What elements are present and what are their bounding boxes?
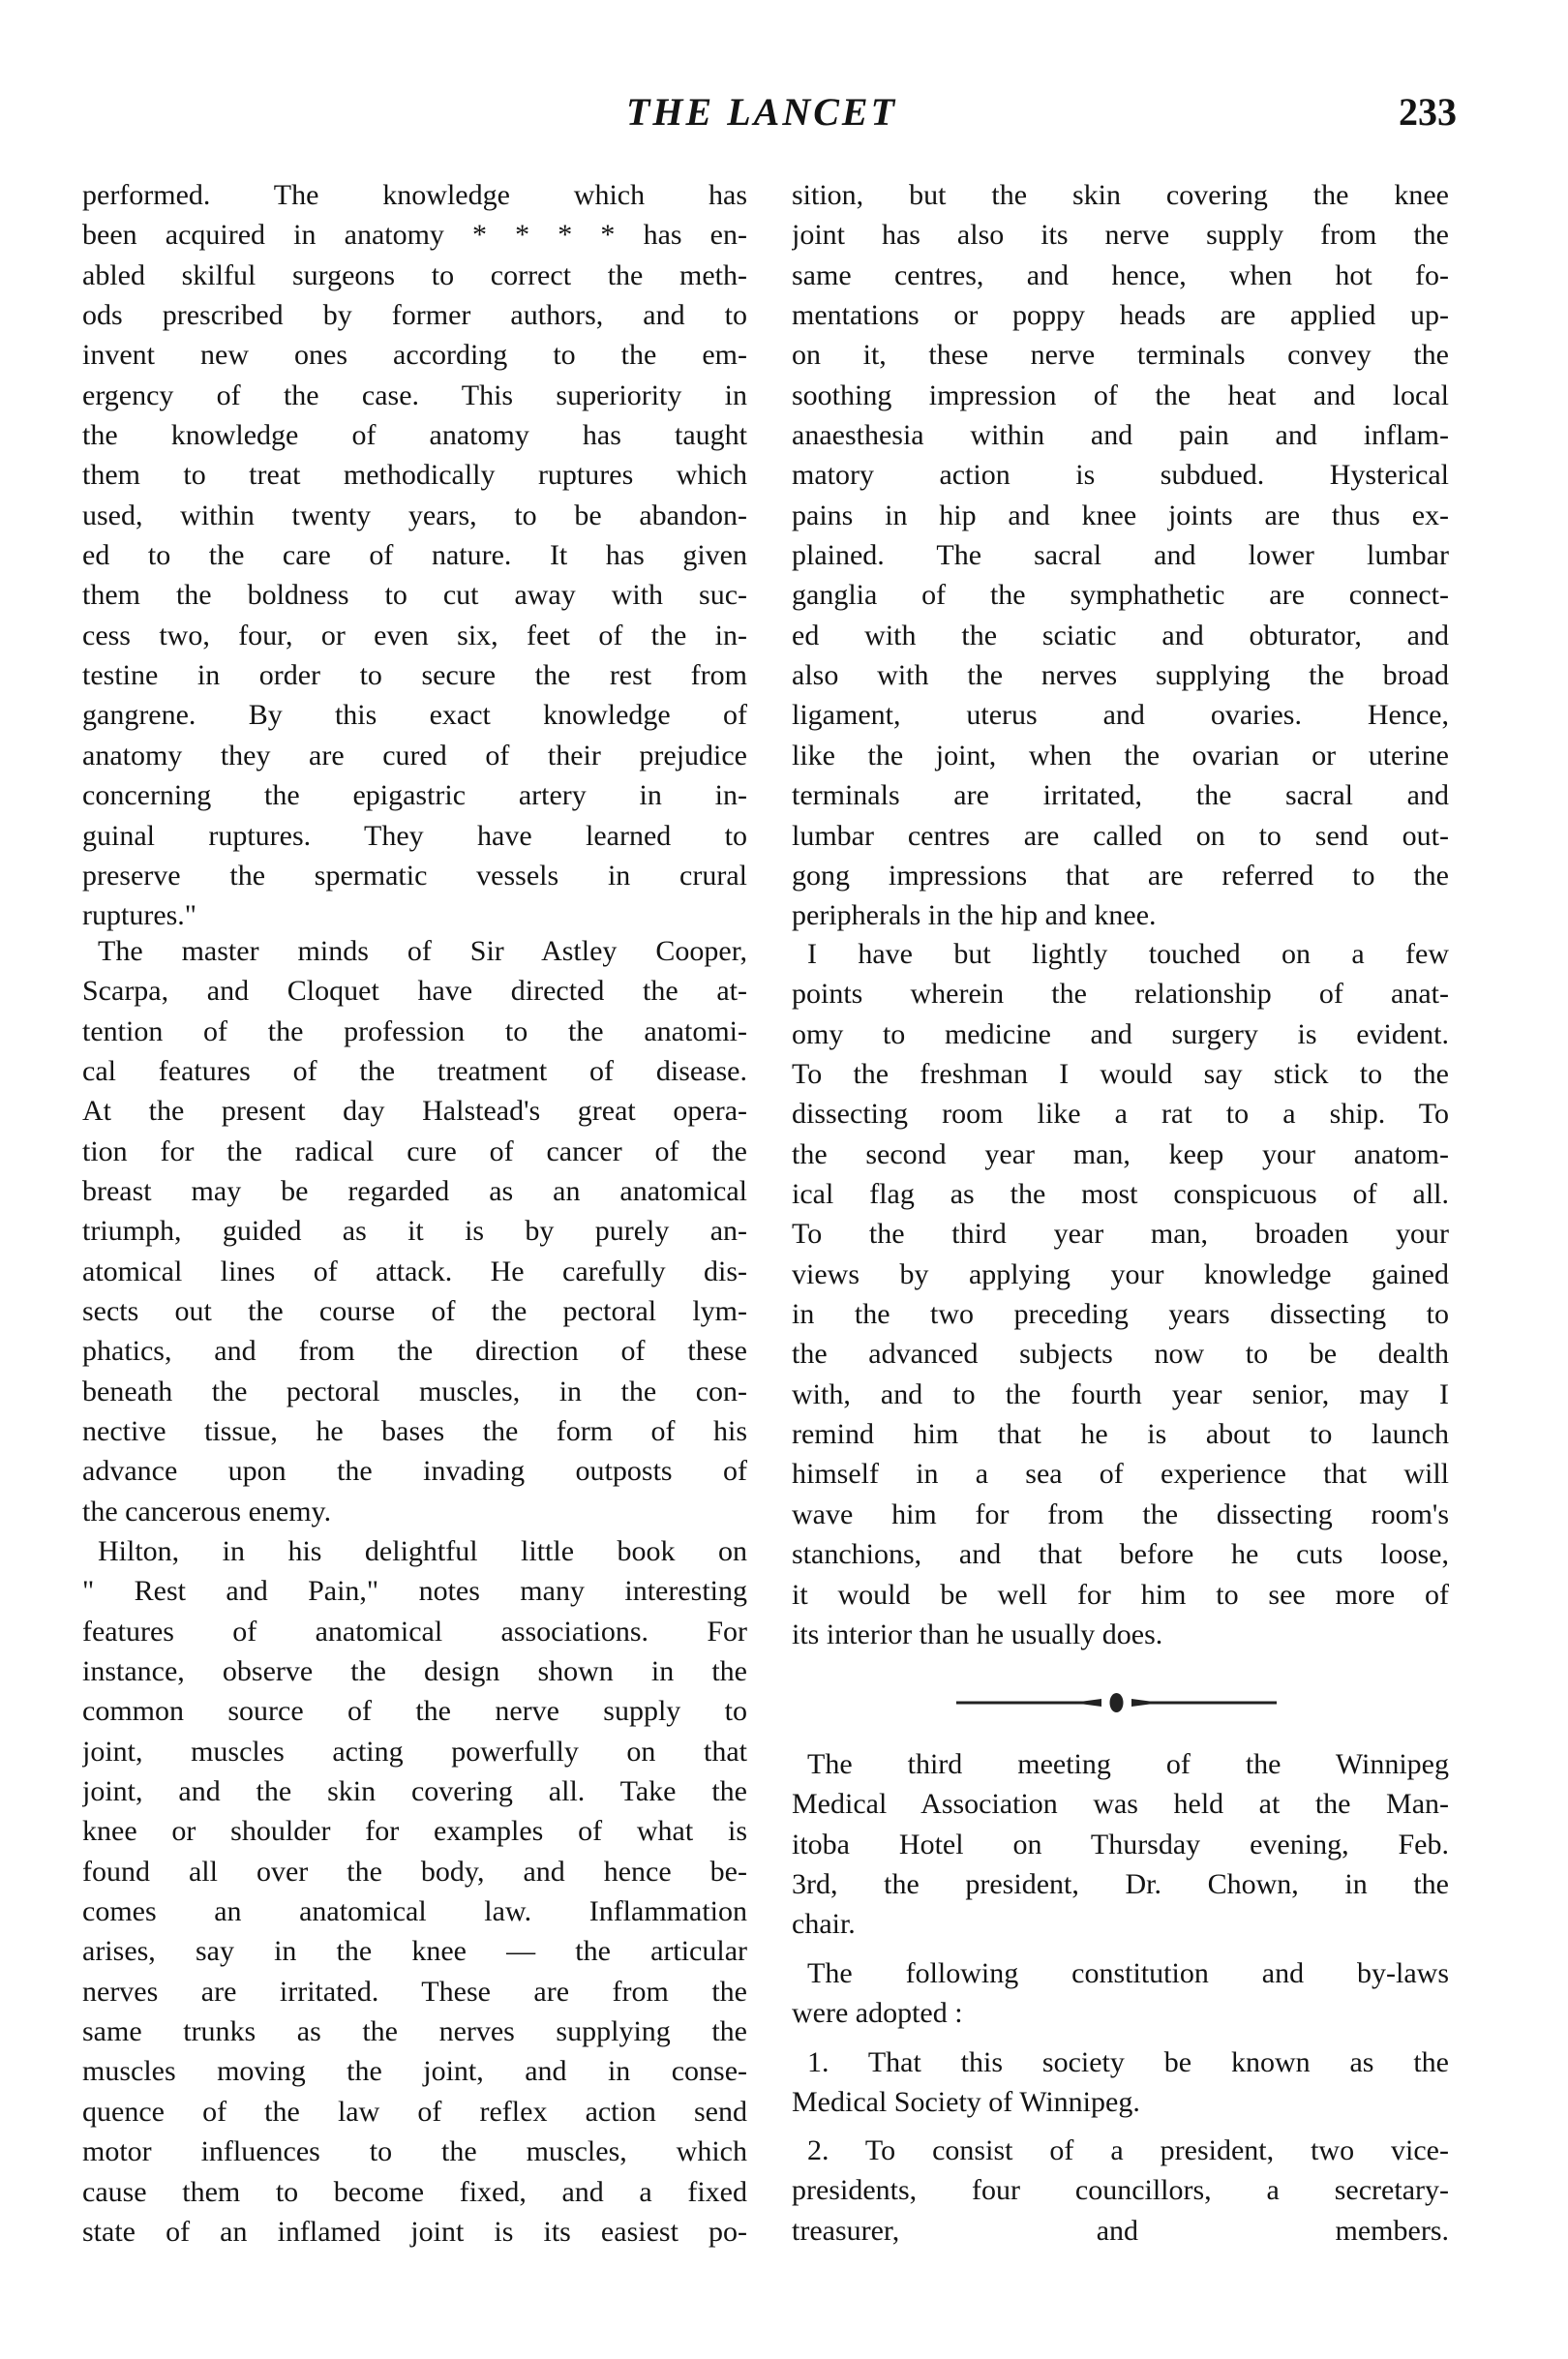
text-line: beneath the pectoral muscles, in the con- [82, 1375, 747, 1407]
text-line: atomical lines of attack. He carefully dis- [82, 1255, 747, 1287]
paragraph [792, 2131, 1449, 2251]
text-line: nective tissue, he bases the form of his [82, 1415, 747, 1448]
paragraph [792, 1744, 1449, 1945]
text-line: tention of the profession to the anatomi- [82, 1014, 747, 1047]
text-line: also with the nerves supplying the broad [792, 659, 1449, 692]
text-line: muscles moving the joint, and in conse- [82, 2055, 747, 2088]
text-line: chair. [792, 1908, 856, 1941]
text-line: peripherals in the hip and knee. [792, 899, 1157, 932]
text-line: gong impressions that are referred to the [792, 859, 1449, 892]
text-line: ligament, uterus and ovaries. Hence, [792, 699, 1449, 732]
paragraph [792, 1953, 1449, 2034]
text-line: ed with the sciatic and obturator, and [792, 619, 1449, 651]
text-line: The following constitution and by-laws [807, 1957, 1449, 1989]
paragraph [792, 2042, 1449, 2123]
text-line: matory action is subdued. Hysterical [792, 459, 1449, 492]
text-line: the second year man, keep your anatom- [792, 1137, 1449, 1170]
text-line: the knowledge of anatomy has taught [82, 419, 747, 452]
text-line: To the freshman I would say stick to the [792, 1058, 1449, 1091]
text-line: ganglia of the symphathetic are connect- [792, 579, 1449, 612]
text-line: advance upon the invading outposts of [82, 1455, 747, 1488]
text-line: tion for the radical cure of cancer of the [82, 1134, 747, 1167]
page-number: 233 [1399, 90, 1457, 134]
text-line: 1. That this society be known as the [807, 2046, 1449, 2078]
text-line: anaesthesia within and pain and inflam- [792, 419, 1449, 452]
text-line: the advanced subjects now to be dealth [792, 1338, 1449, 1371]
text-line: To the third year man, broaden your [792, 1218, 1449, 1251]
text-line: the cancerous enemy. [82, 1495, 332, 1527]
paragraph [792, 175, 1449, 936]
text-line: mentations or poppy heads are applied up- [792, 299, 1449, 332]
text-line: I have but lightly touched on a few [807, 938, 1449, 970]
paragraph [82, 175, 747, 936]
text-line: The master minds of Sir Astley Cooper, [98, 935, 747, 967]
text-line: gangrene. By this exact knowledge of [82, 699, 747, 732]
text-line: Medical Association was held at the Man- [792, 1788, 1449, 1821]
text-line: common source of the nerve supply to [82, 1695, 747, 1728]
text-line: found all over the body, and hence be- [82, 1855, 747, 1888]
text-line: with, and to the fourth year senior, may I [792, 1377, 1449, 1410]
text-line: " Rest and Pain," notes many interesting [82, 1575, 747, 1608]
text-line: triumph, guided as it is by purely an- [82, 1215, 747, 1248]
journal-title: THE LANCET [625, 90, 898, 134]
text-line: in the two preceding years dissecting to [792, 1298, 1449, 1331]
text-line: joint, and the skin covering all. Take the [82, 1775, 747, 1808]
text-line: invent new ones according to the em- [82, 339, 747, 372]
text-line: dissecting room like a rat to a ship. To [792, 1098, 1449, 1131]
text-line: ruptures." [82, 899, 197, 932]
text-line: testine in order to secure the rest from [82, 659, 747, 692]
text-line: same centres, and hence, when hot fo- [792, 258, 1449, 291]
text-line: 2. To consist of a president, two vice- [807, 2134, 1449, 2166]
text-line: points wherein the relationship of anat- [792, 978, 1449, 1011]
text-line: preserve the spermatic vessels in crural [82, 859, 747, 892]
text-line: cause them to become fixed, and a fixed [82, 2175, 747, 2208]
text-line: instance, observe the design shown in the [82, 1655, 747, 1688]
text-line: joint has also its nerve supply from the [792, 219, 1449, 252]
text-line: Medical Society of Winnipeg. [792, 2086, 1140, 2119]
text-line: remind him that he is about to launch [792, 1418, 1449, 1451]
text-line: itoba Hotel on Thursday evening, Feb. [792, 1828, 1449, 1860]
text-line: ed to the care of nature. It has given [82, 539, 747, 572]
text-line: them to treat methodically ruptures which [82, 459, 747, 492]
text-line: been acquired in anatomy * * * * has en- [82, 219, 747, 252]
text-line: concerning the epigastric artery in in- [82, 779, 747, 812]
text-line: cal features of the treatment of disease. [82, 1055, 747, 1088]
text-line: Scarpa, and Cloquet have directed the at- [82, 975, 747, 1008]
text-line: presidents, four councillors, a secretary- [792, 2174, 1449, 2207]
text-line: arises, say in the knee — the articular [82, 1935, 747, 1968]
section-divider-ornament [956, 1689, 1277, 1716]
text-line: lumbar centres are called on to send out- [792, 819, 1449, 852]
text-line: ical flag as the most conspicuous of all. [792, 1178, 1449, 1211]
text-line: used, within twenty years, to be abandon- [82, 499, 747, 531]
text-line: stanchions, and that before he cuts loose, [792, 1538, 1449, 1571]
text-line: them the boldness to cut away with suc- [82, 579, 747, 612]
text-line: himself in a sea of experience that will [792, 1458, 1449, 1491]
text-line: ergency of the case. This superiority in [82, 378, 747, 411]
text-line: treasurer, and members. [792, 2214, 1449, 2247]
text-line: wave him for from the dissecting room's [792, 1497, 1449, 1530]
text-line: plained. The sacral and lower lumbar [792, 539, 1449, 572]
text-line: performed. The knowledge which has [82, 179, 747, 211]
paragraph [82, 931, 747, 1531]
text-line: soothing impression of the heat and local [792, 378, 1449, 411]
text-line: guinal ruptures. They have learned to [82, 819, 747, 852]
text-line: terminals are irritated, the sacral and [792, 779, 1449, 812]
text-line: abled skilful surgeons to correct the meth- [82, 258, 747, 291]
text-line: state of an inflamed joint is its easiest po- [82, 2215, 747, 2248]
text-line: phatics, and from the direction of these [82, 1335, 747, 1368]
paragraph [792, 934, 1449, 1654]
text-line: At the present day Halstead's great opera- [82, 1095, 747, 1128]
text-line: nerves are irritated. These are from the [82, 1975, 747, 2008]
text-line: sects out the course of the pectoral lym- [82, 1295, 747, 1328]
text-line: motor influences to the muscles, which [82, 2135, 747, 2168]
text-line: it would be well for him to see more of [792, 1578, 1449, 1611]
text-line: cess two, four, or even six, feet of the in- [82, 619, 747, 651]
paragraph [82, 1531, 747, 2252]
text-line: breast may be regarded as an anatomical [82, 1175, 747, 1208]
text-line: omy to medicine and surgery is evident. [792, 1017, 1449, 1050]
text-line: quence of the law of reflex action send [82, 2095, 747, 2128]
text-line: were adopted : [792, 1997, 963, 2030]
text-line: its interior than he usually does. [792, 1618, 1163, 1650]
text-line: sition, but the skin covering the knee [792, 179, 1449, 211]
text-line: 3rd, the president, Dr. Chown, in the [792, 1868, 1449, 1901]
text-line: on it, these nerve terminals convey the [792, 339, 1449, 372]
text-line: views by applying your knowledge gained [792, 1257, 1449, 1290]
text-line: same trunks as the nerves supplying the [82, 2015, 747, 2048]
text-line: Hilton, in his delightful little book on [98, 1535, 747, 1567]
text-line: like the joint, when the ovarian or uterine [792, 739, 1449, 771]
text-line: pains in hip and knee joints are thus ex- [792, 499, 1449, 531]
text-line: comes an anatomical law. Inflammation [82, 1895, 747, 1928]
text-line: features of anatomical associations. For [82, 1615, 747, 1648]
text-line: joint, muscles acting powerfully on that [82, 1735, 747, 1768]
text-line: anatomy they are cured of their prejudice [82, 739, 747, 771]
text-line: knee or shoulder for examples of what is [82, 1815, 747, 1848]
text-line: ods prescribed by former authors, and to [82, 299, 747, 332]
text-line: The third meeting of the Winnipeg [807, 1748, 1449, 1780]
